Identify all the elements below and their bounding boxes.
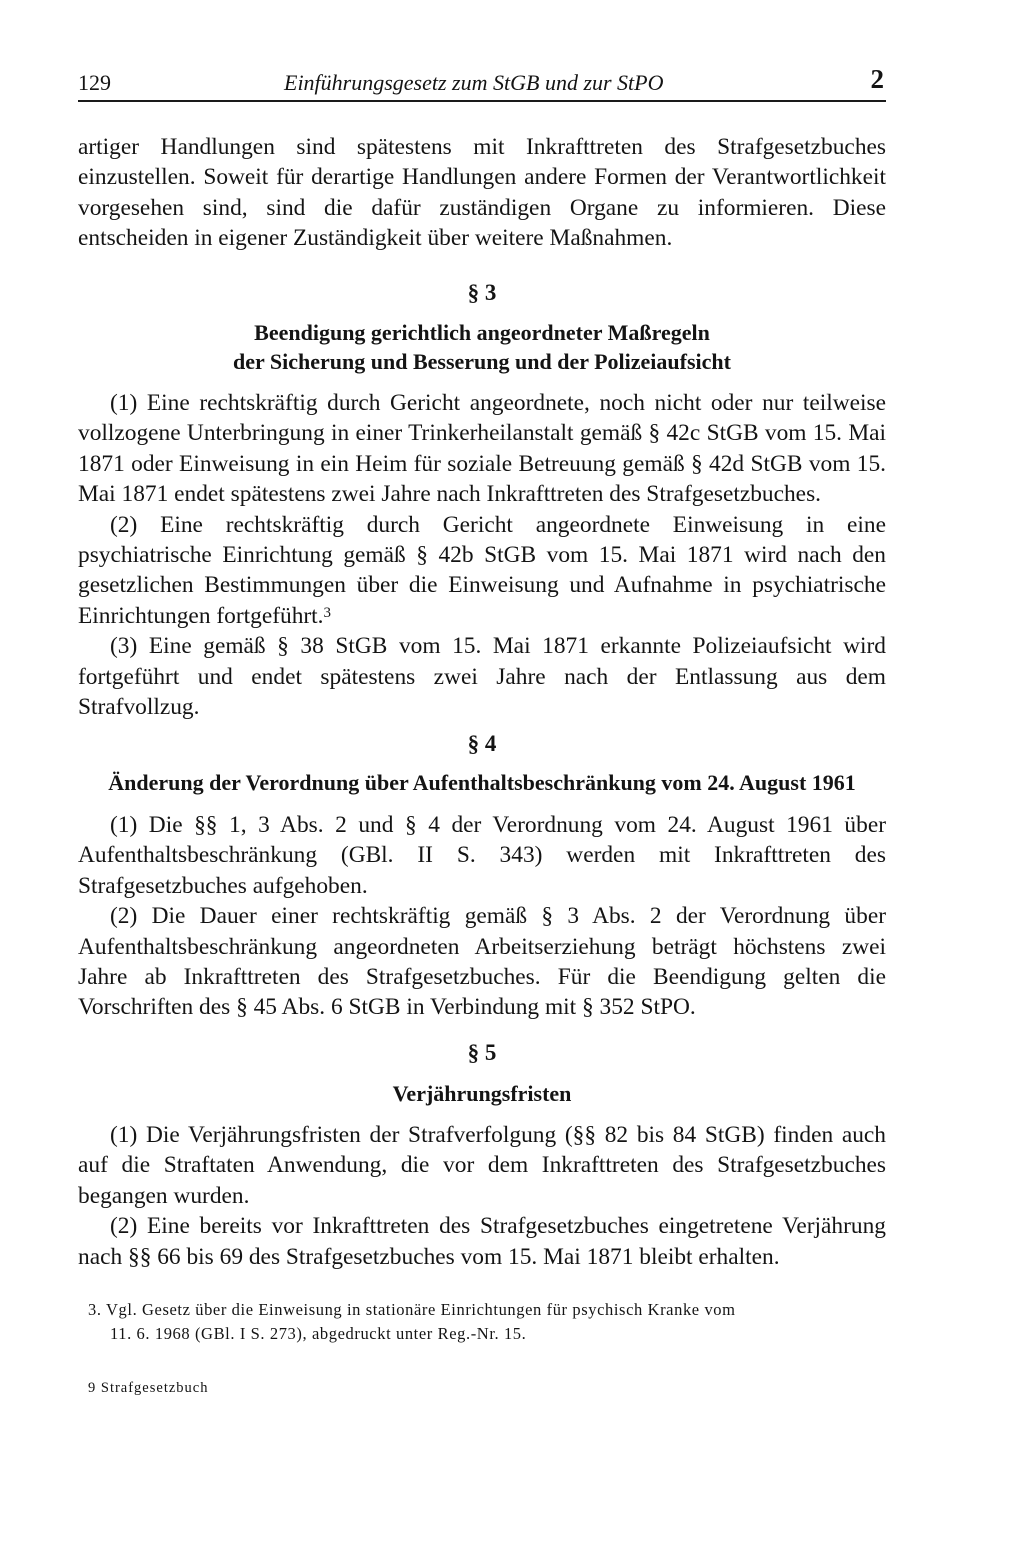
section-5-body — [78, 1120, 886, 1272]
section-3-paragraph-2 — [78, 510, 886, 632]
section-4-title: Änderung der Verordnung über Aufenthaltsbeschränkung vom 24. August 1961 — [108, 770, 856, 795]
section-3-title-line1: Beendigung gerichtlich angeordneter Maßregeln — [254, 320, 710, 345]
section-5-title: Verjährungsfristen — [392, 1081, 572, 1106]
section-5-sign: § 5 — [467, 1040, 497, 1065]
section-3-body — [78, 388, 886, 722]
page-number: 129 — [78, 70, 111, 95]
section-4-paragraph-2: (2) Die Dauer einer rechtskräftig gemäß § 3 Abs. 2 der Verordnung über Aufenthaltsbeschränkung angeordneten Arbeitserziehung beträgt höchstens zwei Jahre ab Inkrafttreten des Strafgesetzbuches. Für die Beendigung gelten die Vorschriften des § 45 Abs. 6 StGB in Verbindung mit § 352 StPO. — [78, 903, 886, 1021]
section-3-paragraph-3: (3) Eine gemäß § 38 StGB vom 15. Mai 1871 erkannte Polizeiaufsicht wird fortgeführt und endet spätestens zwei Jahre nach der Entlassung aus dem Strafvollzug. — [78, 633, 886, 721]
register-number: 2 — [870, 64, 884, 94]
footnote-text-line1: Vgl. Gesetz über die Einweisung in stationäre Einrichtungen für psychisch Kranke vom — [106, 1300, 736, 1319]
footnote-reference: 3 — [323, 604, 332, 621]
header-title: Einführungsgesetz zum StGB und zur StPO — [284, 70, 664, 95]
section-3-paragraph-1: (1) Eine rechtskräftig durch Gericht angeordnete, noch nicht oder nur teilweise vollzogene Unterbringung in einer Trinkerheilanstalt gemäß § 42c StGB vom 15. Mai 1871 oder Einweisung in ein Heim für soziale Betreuung gemäß § 42d StGB vom 15. Mai 1871 endet spätestens zwei Jahre nach Inkrafttreten des Strafgesetzbuches. — [78, 390, 886, 508]
continuation-paragraph: artiger Handlungen sind spätestens mit Inkrafttreten des Strafgesetzbuches einzustellen. Soweit für derartige Handlungen andere Formen der Verantwortlichkeit vorgesehen sind, sind die dafür zuständigen Organe zu informieren. Diese entscheiden in eigener Zuständigkeit über weitere Maßnahmen. — [78, 134, 886, 252]
section-5-paragraph-1: (1) Die Verjährungsfristen der Strafverfolgung (§§ 82 bis 84 StGB) finden auch auf die Straftaten Anwendung, die vor dem Inkrafttreten des Strafgesetzbuches begangen wurden. — [78, 1122, 886, 1209]
section-3-sign: § 3 — [467, 280, 497, 305]
section-3-title-line2: der Sicherung und Besserung und der Polizeiaufsicht — [233, 349, 731, 374]
section-4-paragraph-1: (1) Die §§ 1, 3 Abs. 2 und § 4 der Verordnung vom 24. August 1961 über Aufenthaltsbeschränkung (GBl. II S. 343) werden mit Inkrafttreten des Strafgesetzbuches aufgehoben. — [78, 812, 886, 899]
section-3-title — [78, 318, 886, 376]
printer-signature: 9 Strafgesetzbuch — [88, 1380, 209, 1396]
footnote — [88, 1298, 888, 1346]
section-4-body — [78, 810, 886, 1023]
footnote-number: 3. — [88, 1300, 102, 1319]
footnote-text-line2: 11. 6. 1968 (GBl. I S. 273), abgedruckt unter Reg.-Nr. 15. — [110, 1324, 527, 1343]
section-5-paragraph-2: (2) Eine bereits vor Inkrafttreten des Strafgesetzbuches eingetretene Verjährung nach §§ 66 bis 69 des Strafgesetzbuches vom 15. Mai 1871 bleibt erhalten. — [78, 1213, 886, 1270]
section-4-sign: § 4 — [467, 731, 497, 756]
running-header — [78, 66, 886, 102]
section-3-paragraph-2-text: (2) Eine rechtskräftig durch Gericht angeordnete Einweisung in eine psychiatrische Einrichtung gemäß § 42b StGB vom 15. Mai 1871 wird nach den gesetzlichen Bestimmungen über die Einweisung und Aufnahme in psychiatrische Einrichtungen fortgeführt. — [78, 511, 886, 629]
